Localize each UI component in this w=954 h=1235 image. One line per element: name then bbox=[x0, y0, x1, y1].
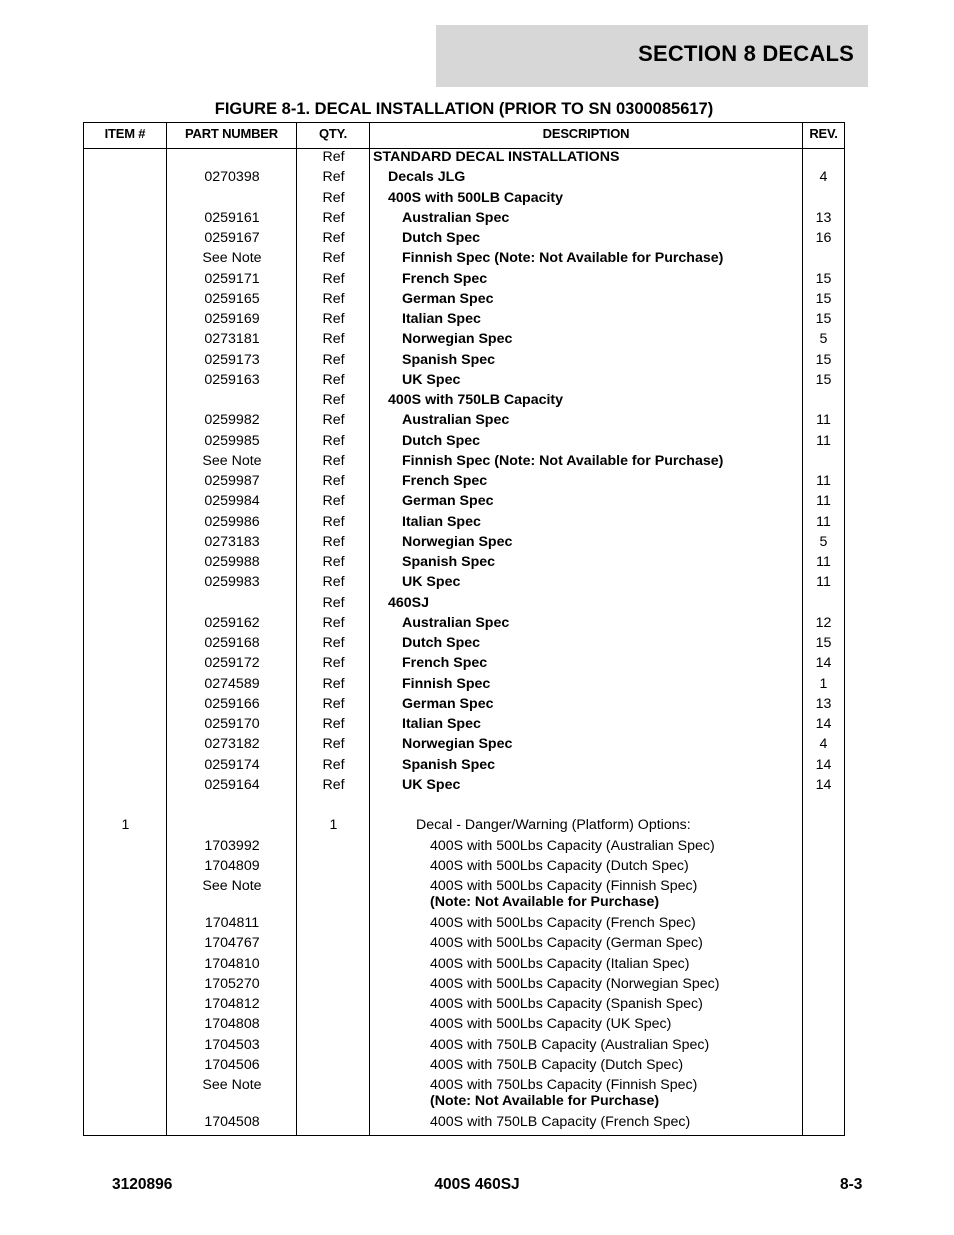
table-row bbox=[84, 595, 844, 615]
description bbox=[373, 493, 832, 509]
table-row bbox=[84, 372, 844, 392]
part-number: See Note bbox=[202, 1077, 262, 1094]
description-text: 400S with 750LB Capacity (Australian Spec) bbox=[430, 1036, 710, 1053]
description-text: Finnish Spec (Note: Not Available for Purchase) bbox=[402, 250, 724, 267]
table-row bbox=[84, 956, 844, 976]
table-row bbox=[84, 250, 844, 270]
quantity: Ref bbox=[322, 452, 345, 469]
part-number: 1705270 bbox=[204, 975, 260, 992]
part-number: 0259172 bbox=[204, 655, 260, 672]
part-number: See Note bbox=[202, 452, 262, 469]
description-text: German Spec bbox=[402, 493, 494, 510]
table-row bbox=[84, 1057, 844, 1077]
description-text: Spanish Spec bbox=[402, 554, 496, 570]
quantity: Ref bbox=[322, 776, 345, 793]
table-row bbox=[84, 169, 844, 189]
section-header-box bbox=[436, 25, 868, 87]
part-number: 0259164 bbox=[204, 776, 260, 793]
description bbox=[373, 655, 832, 671]
table-row bbox=[84, 1077, 844, 1114]
description bbox=[373, 858, 860, 874]
item-number: 1 bbox=[121, 817, 130, 834]
table-row bbox=[84, 838, 844, 858]
part-number: 1703992 bbox=[204, 837, 260, 854]
table-row bbox=[84, 392, 844, 412]
quantity: Ref bbox=[322, 695, 345, 712]
quantity: 1 bbox=[329, 817, 338, 834]
quantity: Ref bbox=[322, 554, 345, 570]
column-header-part-number: PART NUMBER bbox=[185, 126, 278, 141]
table-row bbox=[84, 1114, 844, 1134]
revision: 14 bbox=[815, 776, 832, 793]
revision: 15 bbox=[815, 635, 832, 651]
revision: 14 bbox=[815, 716, 832, 732]
revision: 5 bbox=[819, 533, 828, 550]
table-row bbox=[84, 190, 844, 210]
quantity: Ref bbox=[322, 655, 345, 672]
part-number: 0259166 bbox=[204, 695, 260, 712]
revision: 11 bbox=[816, 412, 831, 429]
quantity: Ref bbox=[322, 736, 345, 753]
quantity: Ref bbox=[322, 594, 345, 611]
part-number: 0273182 bbox=[204, 736, 260, 753]
description bbox=[373, 574, 832, 590]
revision: 11 bbox=[816, 432, 831, 449]
figure-title: FIGURE 8-1. DECAL INSTALLATION (PRIOR TO SN 0300085617) bbox=[214, 100, 714, 118]
description bbox=[373, 1057, 860, 1073]
description-text: Dutch Spec bbox=[402, 432, 481, 449]
description-text: Decals JLG bbox=[388, 169, 466, 186]
table-row bbox=[84, 915, 844, 935]
description-text: Norwegian Spec bbox=[402, 533, 513, 550]
description bbox=[373, 915, 860, 931]
description-text: Dutch Spec bbox=[402, 635, 481, 651]
description bbox=[373, 534, 832, 550]
table-row bbox=[84, 696, 844, 716]
quantity: Ref bbox=[322, 189, 345, 206]
table-row bbox=[84, 271, 844, 291]
description-text: Norwegian Spec bbox=[402, 331, 513, 348]
description bbox=[373, 817, 846, 833]
part-number: 0259173 bbox=[204, 351, 260, 368]
description-text: 400S with 500Lbs Capacity (Italian Spec) bbox=[430, 955, 690, 972]
table-body bbox=[84, 149, 844, 1135]
revision: 15 bbox=[815, 311, 832, 327]
description-text: German Spec bbox=[402, 695, 494, 712]
column-header-item: ITEM # bbox=[104, 126, 146, 141]
description-text: Norwegian Spec bbox=[402, 736, 513, 753]
part-number: 0270398 bbox=[204, 169, 260, 186]
table-row bbox=[84, 493, 844, 513]
description-text: 400S with 500Lbs Capacity (Dutch Spec) bbox=[430, 857, 689, 874]
quantity: Ref bbox=[322, 473, 345, 489]
quantity: Ref bbox=[322, 331, 345, 348]
description-text: Decal - Danger/Warning (Platform) Options: bbox=[416, 817, 691, 834]
revision: 15 bbox=[815, 290, 832, 307]
description bbox=[373, 1037, 860, 1053]
quantity: Ref bbox=[322, 392, 345, 408]
part-number: 1704506 bbox=[204, 1056, 260, 1073]
revision: 12 bbox=[815, 614, 832, 631]
description bbox=[373, 311, 832, 327]
table-row bbox=[84, 149, 844, 169]
description-note: (Note: Not Available for Purchase) bbox=[430, 1093, 660, 1110]
part-number: 0259169 bbox=[204, 311, 260, 327]
description bbox=[373, 1114, 860, 1130]
description-text: 400S with 500Lbs Capacity (Norwegian Spec) bbox=[430, 975, 720, 992]
quantity: Ref bbox=[322, 675, 345, 692]
description bbox=[373, 635, 832, 651]
description-text: Spanish Spec bbox=[402, 756, 496, 773]
description-text: 400S with 500Lbs Capacity (UK Spec) bbox=[430, 1016, 672, 1033]
description bbox=[373, 976, 860, 992]
revision: 13 bbox=[815, 209, 832, 226]
part-number: 0259167 bbox=[204, 230, 260, 246]
description bbox=[373, 514, 832, 530]
footer-doc-number: 3120896 bbox=[112, 1176, 173, 1193]
revision: 5 bbox=[819, 331, 828, 348]
description bbox=[373, 210, 832, 226]
part-number: 0259987 bbox=[204, 473, 260, 489]
description bbox=[373, 1016, 860, 1032]
revision: 15 bbox=[815, 351, 832, 368]
description bbox=[373, 1077, 860, 1110]
description bbox=[373, 696, 832, 712]
table-row bbox=[84, 433, 844, 453]
part-number: 0273181 bbox=[204, 331, 260, 348]
description bbox=[373, 615, 832, 631]
description bbox=[373, 777, 832, 793]
quantity: Ref bbox=[322, 230, 345, 246]
description bbox=[373, 352, 832, 368]
revision: 11 bbox=[816, 574, 831, 591]
footer-page-number: 8-3 bbox=[840, 1176, 863, 1193]
description-text: French Spec bbox=[402, 473, 488, 489]
description bbox=[373, 676, 832, 692]
description bbox=[373, 757, 832, 773]
quantity: Ref bbox=[322, 574, 345, 591]
table-row bbox=[84, 534, 844, 554]
description-text: Spanish Spec bbox=[402, 351, 496, 368]
table-row bbox=[84, 655, 844, 675]
table-row bbox=[84, 210, 844, 230]
part-number: 0259168 bbox=[204, 635, 260, 651]
description-text: 400S with 500Lbs Capacity (Australian Spec) bbox=[430, 837, 715, 854]
part-number: 0259983 bbox=[204, 574, 260, 591]
part-number: 0259985 bbox=[204, 432, 260, 449]
part-number: 0274589 bbox=[204, 675, 260, 692]
table-row bbox=[84, 878, 844, 915]
revision: 4 bbox=[819, 169, 828, 186]
quantity: Ref bbox=[322, 290, 345, 307]
description bbox=[373, 190, 818, 206]
quantity: Ref bbox=[322, 756, 345, 773]
table-row bbox=[84, 352, 844, 372]
description bbox=[373, 878, 860, 911]
table-row bbox=[84, 514, 844, 534]
quantity: Ref bbox=[322, 513, 345, 530]
table-row bbox=[84, 757, 844, 777]
description bbox=[373, 736, 832, 752]
description bbox=[373, 291, 832, 307]
part-number: 0259170 bbox=[204, 716, 260, 732]
table-row bbox=[84, 777, 844, 797]
description bbox=[373, 935, 860, 951]
part-number: 1704503 bbox=[204, 1036, 260, 1053]
part-number: 1704812 bbox=[204, 996, 260, 1013]
description bbox=[373, 392, 818, 408]
description-text: Dutch Spec bbox=[402, 230, 481, 246]
revision: 11 bbox=[816, 493, 831, 510]
table-row bbox=[84, 453, 844, 473]
quantity: Ref bbox=[322, 149, 345, 165]
description bbox=[373, 716, 832, 732]
table-row bbox=[84, 996, 844, 1016]
description-text: Australian Spec bbox=[402, 209, 510, 226]
description-text: 400S with 500Lbs Capacity (French Spec) bbox=[430, 915, 696, 932]
description-text: 400S with 750Lbs Capacity (Finnish Spec) bbox=[430, 1077, 698, 1094]
revision: 11 bbox=[816, 473, 831, 489]
part-number: 0259988 bbox=[204, 554, 260, 570]
description-text: Australian Spec bbox=[402, 614, 510, 631]
column-header-rev: REV. bbox=[809, 126, 838, 141]
description-text: Finnish Spec (Note: Not Available for Purchase) bbox=[402, 452, 724, 469]
table-row bbox=[84, 473, 844, 493]
revision: 1 bbox=[819, 675, 828, 692]
description-text: Italian Spec bbox=[402, 513, 481, 530]
description-text: STANDARD DECAL INSTALLATIONS bbox=[373, 149, 620, 165]
column-header-qty: QTY. bbox=[318, 126, 348, 141]
quantity: Ref bbox=[322, 311, 345, 327]
description-text: UK Spec bbox=[402, 371, 461, 388]
footer-model: 400S 460SJ bbox=[434, 1176, 520, 1193]
part-number: 1704767 bbox=[204, 935, 260, 952]
description-text: 400S with 750LB Capacity (French Spec) bbox=[430, 1114, 691, 1131]
description-text: 460SJ bbox=[388, 594, 430, 611]
quantity: Ref bbox=[322, 412, 345, 429]
table-row bbox=[84, 291, 844, 311]
description bbox=[373, 453, 832, 469]
part-number: 0259161 bbox=[204, 209, 260, 226]
quantity: Ref bbox=[322, 209, 345, 226]
revision: 13 bbox=[815, 695, 832, 712]
parts-table bbox=[83, 122, 845, 1136]
description bbox=[373, 473, 832, 489]
description-text: 400S with 500Lbs Capacity (Finnish Spec) bbox=[430, 878, 698, 894]
part-number: 0259982 bbox=[204, 412, 260, 429]
part-number: 0259162 bbox=[204, 614, 260, 631]
description bbox=[373, 433, 832, 449]
table-row bbox=[84, 635, 844, 655]
part-number: 1704810 bbox=[204, 955, 260, 972]
quantity: Ref bbox=[322, 250, 345, 267]
table-spacer-row bbox=[84, 797, 844, 817]
description bbox=[373, 149, 803, 165]
part-number: 1704508 bbox=[204, 1114, 260, 1131]
table-row bbox=[84, 1016, 844, 1036]
description bbox=[373, 169, 818, 185]
table-row bbox=[84, 736, 844, 756]
part-number: 0259165 bbox=[204, 290, 260, 307]
quantity: Ref bbox=[322, 533, 345, 550]
quantity: Ref bbox=[322, 614, 345, 631]
part-number: 0259174 bbox=[204, 756, 260, 773]
table-row bbox=[84, 676, 844, 696]
table-row bbox=[84, 311, 844, 331]
description-text: 400S with 750LB Capacity bbox=[388, 392, 564, 408]
part-number: 0259984 bbox=[204, 493, 260, 510]
quantity: Ref bbox=[322, 493, 345, 510]
description bbox=[373, 996, 860, 1012]
part-number: 1704811 bbox=[204, 915, 260, 932]
table-row bbox=[84, 331, 844, 351]
description-text: 400S with 500Lbs Capacity (German Spec) bbox=[430, 935, 703, 952]
revision: 4 bbox=[819, 736, 828, 753]
description bbox=[373, 554, 832, 570]
description-text: UK Spec bbox=[402, 776, 461, 793]
table-row bbox=[84, 554, 844, 574]
table-row bbox=[84, 935, 844, 955]
quantity: Ref bbox=[322, 371, 345, 388]
description-text: French Spec bbox=[402, 270, 488, 287]
description bbox=[373, 956, 860, 972]
description bbox=[373, 372, 832, 388]
table-row bbox=[84, 817, 844, 837]
column-header-description: DESCRIPTION bbox=[542, 126, 630, 141]
description-text: 400S with 500Lbs Capacity (Spanish Spec) bbox=[430, 996, 703, 1013]
section-title: SECTION 8 DECALS bbox=[638, 41, 854, 66]
revision: 14 bbox=[815, 655, 832, 672]
part-number: 1704808 bbox=[204, 1016, 260, 1033]
table-row bbox=[84, 412, 844, 432]
description-text: Australian Spec bbox=[402, 412, 510, 429]
revision: 16 bbox=[815, 230, 832, 246]
description-text: 400S with 500LB Capacity bbox=[388, 189, 564, 206]
quantity: Ref bbox=[322, 716, 345, 732]
table-row bbox=[84, 230, 844, 250]
description-text: 400S with 750LB Capacity (Dutch Spec) bbox=[430, 1056, 684, 1073]
part-number: 1704809 bbox=[204, 857, 260, 874]
description-text: German Spec bbox=[402, 290, 494, 307]
table-row bbox=[84, 976, 844, 996]
description-text: Italian Spec bbox=[402, 311, 481, 327]
description bbox=[373, 250, 832, 266]
revision: 15 bbox=[815, 371, 832, 388]
description bbox=[373, 595, 818, 611]
revision: 11 bbox=[816, 554, 831, 570]
quantity: Ref bbox=[322, 169, 345, 186]
table-row bbox=[84, 574, 844, 594]
description-text: Italian Spec bbox=[402, 716, 481, 732]
description bbox=[373, 331, 832, 347]
part-number: 0259171 bbox=[204, 270, 260, 287]
description-text: French Spec bbox=[402, 655, 488, 672]
table-row bbox=[84, 716, 844, 736]
part-number: See Note bbox=[202, 878, 262, 894]
quantity: Ref bbox=[322, 432, 345, 449]
quantity: Ref bbox=[322, 351, 345, 368]
part-number: 0273183 bbox=[204, 533, 260, 550]
part-number: 0259986 bbox=[204, 513, 260, 530]
description bbox=[373, 412, 832, 428]
quantity: Ref bbox=[322, 635, 345, 651]
table-row bbox=[84, 615, 844, 635]
description-text: Finnish Spec bbox=[402, 675, 491, 692]
description-note: (Note: Not Available for Purchase) bbox=[430, 894, 660, 910]
revision: 14 bbox=[815, 756, 832, 773]
table-row bbox=[84, 1037, 844, 1057]
quantity: Ref bbox=[322, 270, 345, 287]
revision: 15 bbox=[815, 270, 832, 287]
part-number: See Note bbox=[202, 250, 262, 267]
table-row bbox=[84, 858, 844, 878]
revision: 11 bbox=[816, 513, 831, 530]
part-number: 0259163 bbox=[204, 371, 260, 388]
description bbox=[373, 271, 832, 287]
description bbox=[373, 230, 832, 246]
description-text: UK Spec bbox=[402, 574, 461, 591]
description bbox=[373, 838, 860, 854]
